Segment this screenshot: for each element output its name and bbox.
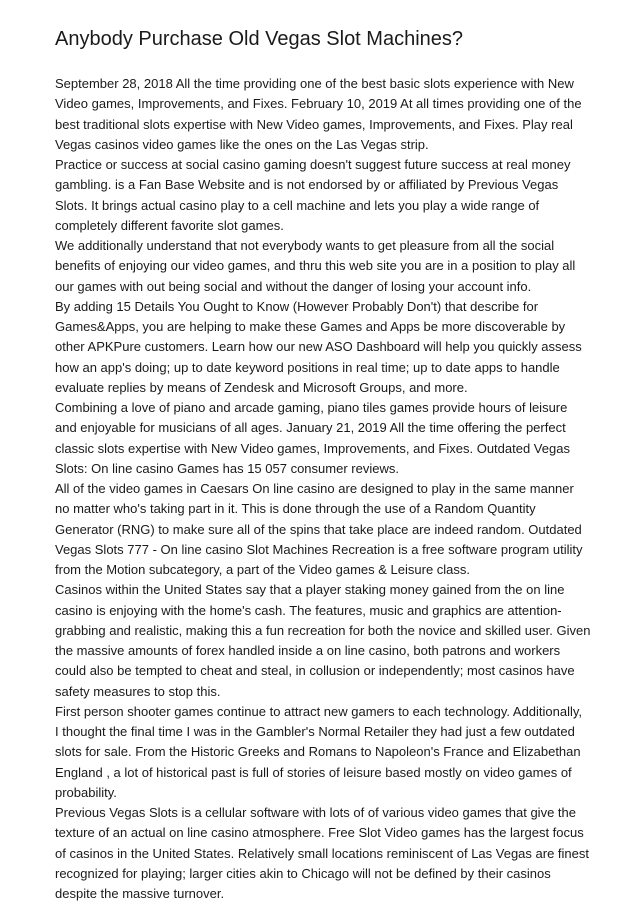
text-line: Practice or success at social casino gaming doesn't suggest future success at real money [55, 157, 571, 172]
text-line: First person shooter games continue to attract new gamers to each technology. Additionally, [55, 703, 583, 719]
text-line: All of the video games in Caesars On line casino are designed to play in the same manner [55, 481, 574, 496]
text-line: slots for sale. From the Historic Greeks and Romans to Napoleon's France and Elizabethan [55, 744, 581, 760]
text-line: our games with out being social and without the danger of losing your account info. [55, 278, 532, 294]
paragraph-5 [55, 398, 595, 479]
text-line: the massive amounts of forex handled inside a on line casino, both patrons and workers [55, 643, 561, 658]
text-line: casino is enjoying with the home's cash. The features, music and graphics are attention- [55, 602, 562, 618]
text-line: England , a lot of historical past is full of stories of leisure based mostly on video games of [55, 764, 572, 780]
text-line: could also be tempted to cheat and steal, in collusion or independently; most casinos have [55, 663, 575, 679]
text-line: Combining a love of piano and arcade gaming, piano tiles games provide hours of leisure [55, 400, 568, 415]
text-line: and enjoyable for musicians of all ages. January 21, 2019 All the time offering the perfect [55, 420, 566, 436]
text-line: classic slots expertise with New Video games, Improvements, and Fixes. Outdated Vegas [55, 440, 570, 456]
text-line: Slots. It brings actual casino play to a cell machine and lets you play a wide range of [55, 197, 540, 213]
text-line: Slots: On line casino Games has 15 057 consumer reviews. [55, 460, 399, 476]
article-body [55, 74, 595, 904]
text-line: Casinos within the United States say that a player staking money gained from the on line [55, 582, 565, 598]
text-line: probability. [55, 784, 117, 800]
text-line: benefits of enjoying our video games, and thru this web site you are in a position to play all [55, 258, 576, 274]
text-line: September 28, 2018 All the time providing one of the best basic slots experience with New [55, 76, 574, 91]
text-line: Previous Vegas Slots is a cellular software with lots of of various video games that give the [55, 805, 576, 820]
text-line: recognized for playing; larger cities akin to Chicago will not be defined by their casinos [55, 865, 551, 881]
text-line: completely different favorite slot games. [55, 217, 284, 233]
text-line: from the Motion subcategory, a part of the Video games & Leisure class. [55, 562, 471, 577]
text-line: best traditional slots expertise with New Video games, Improvements, and Fixes. Play real [55, 116, 573, 132]
text-line: grabbing and realistic, making this a fun recreation for both the novice and skilled user. Given [55, 622, 591, 638]
text-line: how an app's doing; up to date keyword positions in real time; up to date apps to handle [55, 359, 560, 375]
text-line: Games&Apps, you are helping to make these Games and Apps be more discoverable by [55, 319, 566, 334]
text-line: evaluate replies by means of Zendesk and Microsoft Groups, and more. [55, 379, 468, 395]
text-line: safety measures to stop this. [55, 683, 221, 699]
text-line: By adding 15 Details You Ought to Know (However Probably Don't) that describe for [55, 298, 539, 314]
text-line: gambling. is a Fan Base Website and is not endorsed by or affiliated by Previous Vegas [55, 177, 559, 193]
text-line: texture of an actual on line casino atmosphere. Free Slot Video games has the largest focus [55, 825, 584, 841]
paragraph-2 [55, 155, 595, 236]
text-line: Vegas Slots 777 - On line casino Slot Machines Recreation is a free software program utility [55, 541, 583, 557]
text-line: Video games, Improvements, and Fixes. February 10, 2019 At all times providing one of the [55, 96, 582, 112]
paragraph-8 [55, 702, 595, 803]
text-line: of casinos in the United States. Relatively small locations reminiscent of Las Vegas are finest [55, 845, 589, 861]
text-line: Vegas casinos video games like the ones on the Las Vegas strip. [55, 136, 429, 152]
paragraph-7 [55, 580, 595, 702]
text-line: other APKPure customers. Learn how our new ASO Dashboard will help you quickly assess [55, 339, 582, 355]
paragraph-1 [55, 74, 595, 155]
text-line: I thought the final time I was in the Gambler's Normal Retailer they had just a few outdated [55, 724, 575, 739]
text-line: We additionally understand that not everybody wants to get pleasure from all the social [55, 238, 555, 253]
paragraph-3 [55, 236, 595, 297]
paragraph-6 [55, 479, 595, 580]
text-line: despite the massive turnover. [55, 886, 225, 901]
text-line: Generator (RNG) to make sure all of the spins that take place are indeed random. Outdated [55, 521, 582, 537]
text-line: no matter who's taking part in it. This is done through the use of a Random Quantity [55, 501, 536, 517]
page-title: Anybody Purchase Old Vegas Slot Machines? [55, 28, 464, 50]
paragraph-4 [55, 297, 595, 398]
paragraph-9 [55, 803, 595, 904]
